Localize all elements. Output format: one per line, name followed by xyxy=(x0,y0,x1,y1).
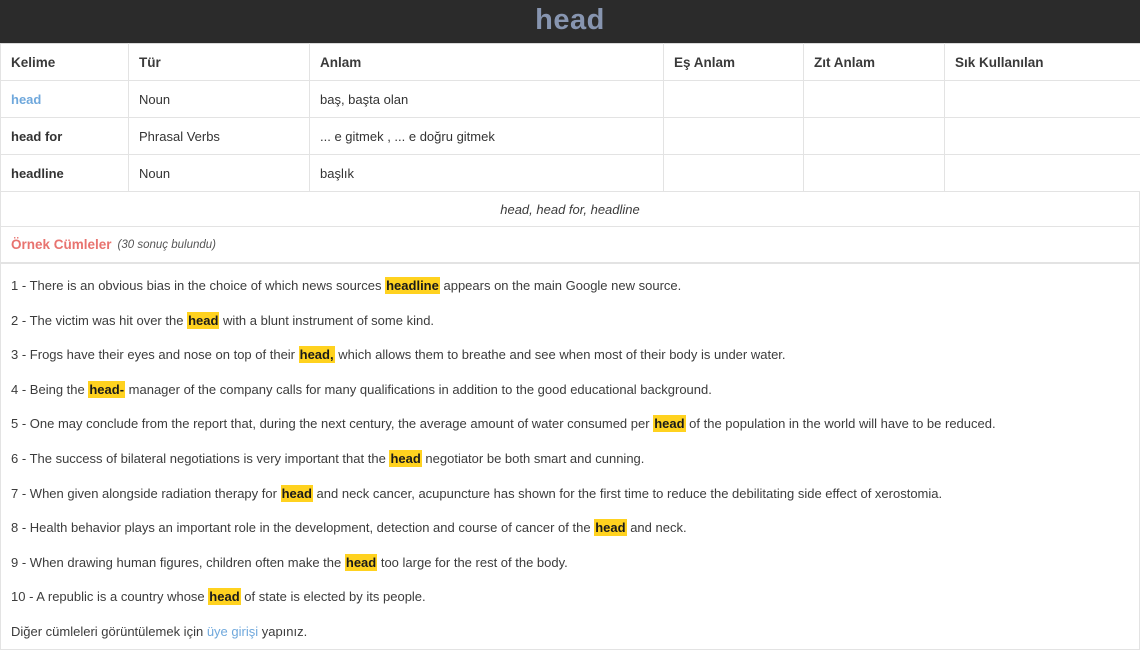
examples-list xyxy=(0,263,1140,650)
example-sentence xyxy=(11,278,1129,294)
sentence-number: 5 - xyxy=(11,416,30,431)
examples-header xyxy=(0,227,1140,263)
sentence-text: Frogs have their eyes and nose on top of their xyxy=(30,347,295,362)
column-header-zit-anlam: Zıt Anlam xyxy=(804,44,945,81)
example-sentence xyxy=(11,347,1129,363)
cell-zit-anlam xyxy=(804,118,945,155)
sentence-text: negotiator be both smart and cunning. xyxy=(425,451,644,466)
member-login-note xyxy=(11,624,1129,639)
cell-kelime[interactable]: head for xyxy=(1,118,129,155)
sentence-number: 9 - xyxy=(11,555,30,570)
sentence-text: When drawing human figures, children often make the xyxy=(30,555,341,570)
sentence-number: 8 - xyxy=(11,520,30,535)
sentence-text: and neck. xyxy=(630,520,686,535)
page-title: head xyxy=(535,6,605,37)
cell-sik-kullanilan xyxy=(945,118,1140,155)
sentence-text: Being the xyxy=(30,382,85,397)
column-header-es-anlam: Eş Anlam xyxy=(664,44,804,81)
example-sentence xyxy=(11,313,1129,329)
example-sentence xyxy=(11,589,1129,605)
cell-es-anlam xyxy=(664,155,804,192)
sentence-text: A republic is a country whose xyxy=(36,589,204,604)
highlighted-word: head xyxy=(345,554,377,571)
cell-tur: Noun xyxy=(129,81,310,118)
cell-sik-kullanilan xyxy=(945,81,1140,118)
column-header-sik-kullanilan: Sık Kullanılan xyxy=(945,44,1140,81)
table-row xyxy=(1,155,1140,192)
table-row xyxy=(1,118,1140,155)
sentence-text: Health behavior plays an important role in the development, detection and course of cancer of the xyxy=(30,520,591,535)
column-header-tur: Tür xyxy=(129,44,310,81)
member-login-link[interactable]: üye girişi xyxy=(207,624,258,639)
sentence-text: When given alongside radiation therapy for xyxy=(30,486,277,501)
highlighted-word: head xyxy=(208,588,240,605)
word-summary-bar xyxy=(0,192,1140,227)
table-row xyxy=(1,81,1140,118)
column-header-kelime: Kelime xyxy=(1,44,129,81)
cell-es-anlam xyxy=(664,118,804,155)
sentence-number: 3 - xyxy=(11,347,30,362)
table-header-row xyxy=(1,44,1140,81)
footer-note-prefix: Diğer cümleleri görüntülemek için xyxy=(11,624,207,639)
highlighted-word: headline xyxy=(385,277,440,294)
sentences-container xyxy=(11,278,1129,605)
highlighted-word: head xyxy=(187,312,219,329)
example-sentence xyxy=(11,520,1129,536)
example-sentence xyxy=(11,555,1129,571)
cell-anlam: ... e gitmek , ... e doğru gitmek xyxy=(310,118,664,155)
highlighted-word: head, xyxy=(299,346,335,363)
sentence-text: The victim was hit over the xyxy=(30,313,184,328)
cell-anlam: baş, başta olan xyxy=(310,81,664,118)
cell-tur: Noun xyxy=(129,155,310,192)
cell-es-anlam xyxy=(664,81,804,118)
highlighted-word: head- xyxy=(88,381,125,398)
footer-note-suffix: yapınız. xyxy=(258,624,307,639)
word-link-head[interactable]: head xyxy=(11,92,41,107)
sentence-text: appears on the main Google new source. xyxy=(443,278,681,293)
example-sentence xyxy=(11,416,1129,432)
cell-anlam: başlık xyxy=(310,155,664,192)
examples-result-count: (30 sonuç bulundu) xyxy=(118,239,216,251)
cell-zit-anlam xyxy=(804,155,945,192)
sentence-text: There is an obvious bias in the choice of which news sources xyxy=(30,278,382,293)
example-sentence xyxy=(11,486,1129,502)
sentence-text: with a blunt instrument of some kind. xyxy=(223,313,434,328)
example-sentence xyxy=(11,451,1129,467)
cell-zit-anlam xyxy=(804,81,945,118)
highlighted-word: head xyxy=(594,519,626,536)
cell-tur: Phrasal Verbs xyxy=(129,118,310,155)
sentence-number: 1 - xyxy=(11,278,30,293)
word-summary-text: head, head for, headline xyxy=(500,202,640,217)
sentence-text: which allows them to breathe and see when most of their body is under water. xyxy=(338,347,785,362)
cell-kelime[interactable]: headline xyxy=(1,155,129,192)
sentence-text: The success of bilateral negotiations is very important that the xyxy=(30,451,386,466)
word-definitions-table xyxy=(0,43,1140,192)
sentence-text: One may conclude from the report that, during the next century, the average amount of water consumed per xyxy=(30,416,650,431)
sentence-number: 7 - xyxy=(11,486,30,501)
sentence-number: 6 - xyxy=(11,451,30,466)
cell-kelime[interactable] xyxy=(1,81,129,118)
sentence-number: 2 - xyxy=(11,313,30,328)
sentence-text: of state is elected by its people. xyxy=(244,589,425,604)
highlighted-word: head xyxy=(653,415,685,432)
highlighted-word: head xyxy=(389,450,421,467)
column-header-anlam: Anlam xyxy=(310,44,664,81)
sentence-text: too large for the rest of the body. xyxy=(381,555,568,570)
highlighted-word: head xyxy=(281,485,313,502)
example-sentence xyxy=(11,382,1129,398)
sentence-text: and neck cancer, acupuncture has shown for the first time to reduce the debilitating side effect of xerostomia. xyxy=(317,486,943,501)
sentence-text: manager of the company calls for many qualifications in addition to the good educational background. xyxy=(129,382,712,397)
sentence-number: 4 - xyxy=(11,382,30,397)
sentence-number: 10 - xyxy=(11,589,36,604)
sentence-text: of the population in the world will have to be reduced. xyxy=(689,416,995,431)
page-header xyxy=(0,0,1140,43)
examples-title: Örnek Cümleler xyxy=(11,237,112,252)
cell-sik-kullanilan xyxy=(945,155,1140,192)
